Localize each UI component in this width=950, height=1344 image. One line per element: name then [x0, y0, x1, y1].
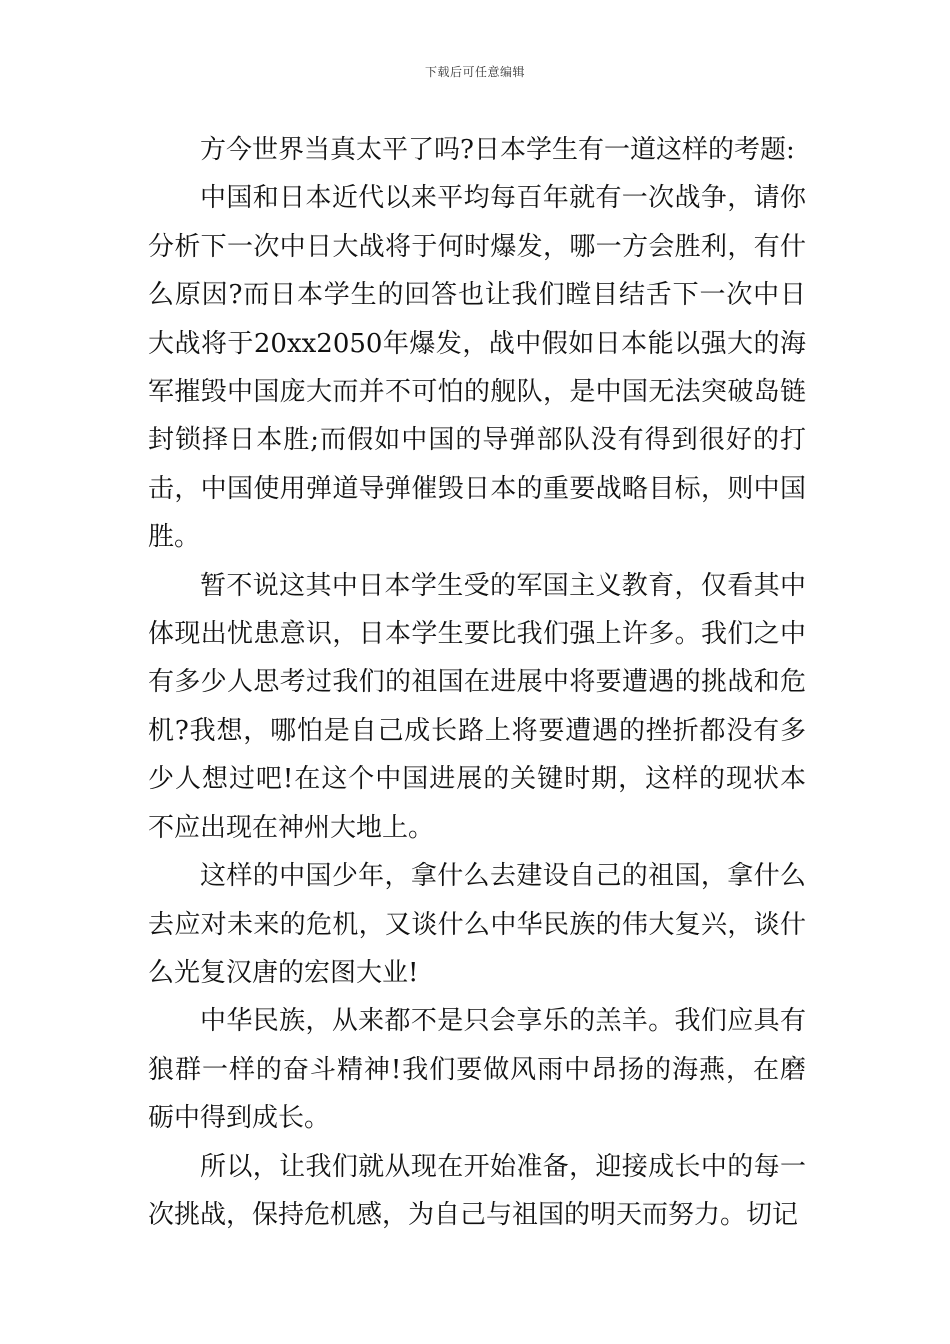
paragraph-3: 暂不说这其中日本学生受的军国主义教育，仅看其中体现出忧患意识，日本学生要比我们强上许多。我们之中有多少人思考过我们的祖国在进展中将要遭遇的挑战和危机?我想，哪怕是自己成长路上将要遭遇的挫折都没有多少人想过吧!在这个中国进展的关键时期，这样的现状本不应出现在神州大地上。 — [148, 570, 806, 843]
paragraph-4: 这样的中国少年，拿什么去建设自己的祖国，拿什么去应对未来的危机，又谈什么中华民族的伟大复兴，谈什么光复汉唐的宏图大业! — [148, 861, 806, 988]
document-body — [148, 126, 806, 1239]
page-header: 下载后可任意编辑 — [424, 65, 525, 79]
paragraph-1: 方今世界当真太平了吗?日本学生有一道这样的考题: — [200, 135, 795, 165]
paragraph-6: 所以，让我们就从现在开始准备，迎接成长中的每一次挑战，保持危机感，为自己与祖国的明天而努力。切记 — [148, 1151, 806, 1230]
paragraph-2: 中国和日本近代以来平均每百年就有一次战争，请你分析下一次中日大战将于何时爆发，哪一方会胜利，有什么原因?而日本学生的回答也让我们瞠目结舌下一次中日大战将于20xx2050年爆发，战中假如日本能以强大的海军摧毁中国庞大而并不可怕的舰队，是中国无法突破岛链封锁择日本胜;而假如中国的导弹部队没有得到很好的打击，中国使用弹道导弹催毁日本的重要战略目标，则中国胜。 — [148, 183, 806, 553]
paragraph-5: 中华民族，从来都不是只会享乐的羔羊。我们应具有狼群一样的奋斗精神!我们要做风雨中昂扬的海燕，在磨砺中得到成长。 — [148, 1006, 806, 1134]
